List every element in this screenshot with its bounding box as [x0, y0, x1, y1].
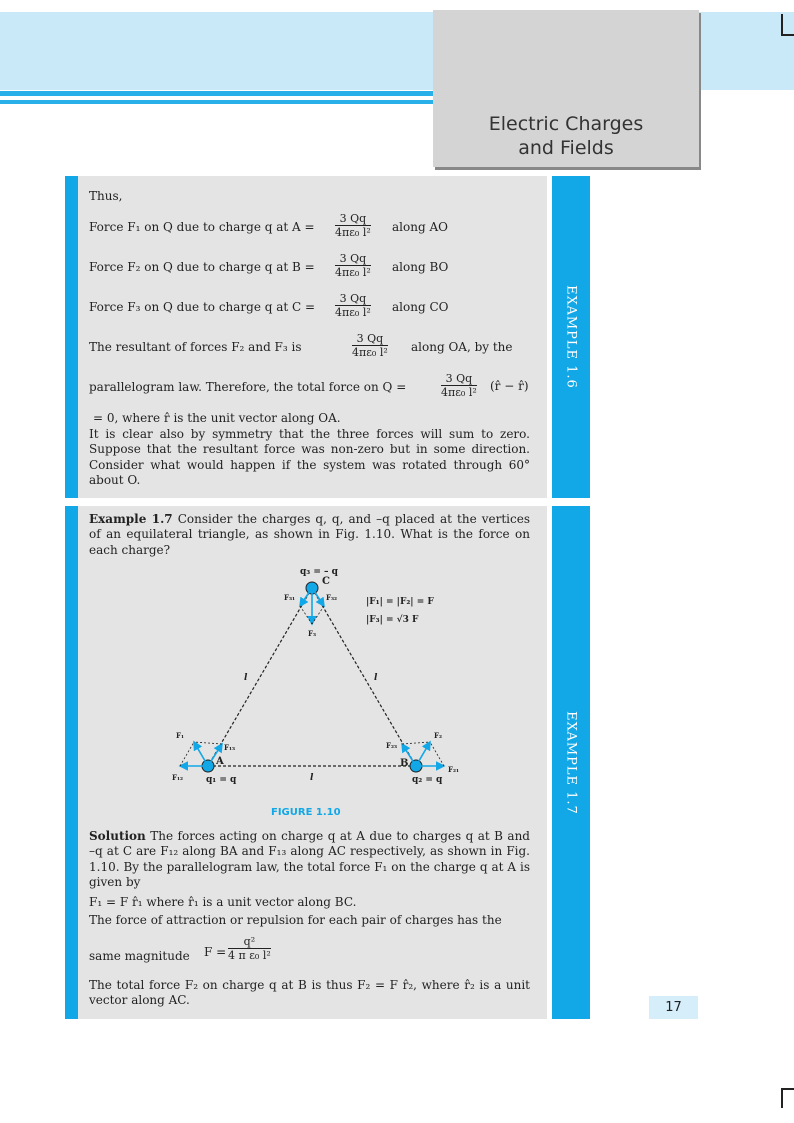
f32-label: F₃₂ — [326, 593, 338, 602]
arrow-f1 — [194, 742, 208, 766]
example-side-label: EXAMPLE 1.6 — [563, 285, 579, 389]
chapter-title-line1: Electric Charges — [488, 113, 644, 135]
along-bo-text: along BO — [392, 260, 449, 274]
zero-line-text: = 0, where r̂ is the unit vector along OA. — [93, 411, 341, 425]
q2-label: q₂ = q — [412, 775, 443, 785]
arrow-f31 — [300, 588, 312, 606]
page-number: 17 — [649, 996, 698, 1019]
force3-text: Force F₃ on Q due to charge q at C = — [89, 300, 316, 314]
fraction-denominator: 4 π ε₀ l² — [228, 949, 271, 962]
rhat-expression: (r̂ − r̂) — [490, 379, 529, 393]
fraction-numerator: q² — [228, 935, 271, 949]
fraction-denominator: 4πε₀ l² — [441, 386, 477, 399]
fraction-numerator: 3 Qq — [335, 252, 371, 266]
chapter-title — [433, 112, 699, 160]
figure-caption: FIGURE 1.10 — [271, 807, 341, 818]
f13-label: F₁₃ — [224, 743, 236, 752]
along-co-text: along CO — [392, 300, 449, 314]
resultant-fraction — [352, 332, 388, 359]
q3-label: q₃ = – q — [300, 567, 338, 577]
force1-text: Force F₁ on Q due to charge q at A = — [89, 220, 315, 234]
along-ao-text: along AO — [392, 220, 448, 234]
attraction-text: The force of attraction or repulsion for each pair of charges has the — [89, 913, 502, 927]
q1-label: q₁ = q — [206, 775, 237, 785]
solution-title: Solution — [89, 829, 146, 843]
fraction-numerator: 3 Qq — [352, 332, 388, 346]
chapter-title-line2: and Fields — [518, 137, 614, 159]
same-magnitude-text: same magnitude — [89, 949, 190, 963]
resultant-post-text: along OA, by the — [411, 340, 513, 354]
force2-fraction — [335, 252, 371, 279]
solution-text: The forces acting on charge q at A due to charges q at B and –q at C are F₁₂ along BA and F₁₃ along AC respectively, as shown in Fig. 1.10. By the parallelogram law, the total force F₁ on the charge q at A is given by — [89, 829, 530, 890]
f2-label: F₂ — [434, 731, 443, 740]
crop-mark — [781, 14, 783, 36]
example-paragraph — [89, 512, 530, 558]
f3-label: F₃ — [308, 629, 317, 638]
figure-1-10 — [160, 560, 480, 800]
fraction-denominator: 4πε₀ l² — [335, 306, 371, 319]
arrow-f32 — [312, 588, 324, 606]
example-title: Example 1.7 — [89, 512, 173, 526]
force1-fraction — [335, 212, 371, 239]
fraction-numerator: 3 Qq — [441, 372, 477, 386]
f31-label: F₃₁ — [284, 593, 296, 602]
crop-mark — [781, 1088, 794, 1090]
solution-paragraph — [89, 829, 530, 891]
magnitude-fraction — [228, 935, 271, 962]
thus-text: Thus, — [89, 189, 123, 203]
force-equation-1: |F₁| = |F₂| = F — [366, 597, 434, 607]
example-side-tab-1 — [552, 176, 590, 498]
side-length-left: l — [244, 673, 248, 683]
header-stripe — [0, 91, 434, 96]
force3-fraction — [335, 292, 371, 319]
crop-mark — [781, 1090, 783, 1108]
example-side-label: EXAMPLE 1.7 — [563, 710, 579, 815]
fraction-denominator: 4πε₀ l² — [352, 346, 388, 359]
force2-text: Force F₂ on Q due to charge q at B = — [89, 260, 315, 274]
total-f2-text: The total force F₂ on charge q at B is thus F₂ = F r̂₂, where r̂₂ is a unit vector along AC. — [89, 978, 530, 1008]
parallelogram-text: parallelogram law. Therefore, the total force on Q = — [89, 380, 407, 394]
example-text: Consider the charges q, q, and –q placed at the vertices of an equilateral triangle, as shown in Fig. 1.10. What is the force on each charge? — [89, 512, 530, 557]
example-side-tab-2 — [552, 506, 590, 1019]
c-label: C — [322, 576, 330, 587]
f21-label: F₂₁ — [448, 765, 460, 774]
f12-label: F₁₂ — [172, 773, 184, 782]
crop-mark — [781, 34, 794, 36]
header-stripe — [0, 100, 434, 104]
b-label: B — [400, 758, 409, 769]
fraction-denominator: 4πε₀ l² — [335, 266, 371, 279]
resultant-text: The resultant of forces F₂ and F₃ is — [89, 340, 302, 354]
triangle-side-ac — [208, 588, 312, 766]
f23-label: F₂₃ — [386, 741, 398, 750]
arrow-f2 — [416, 742, 430, 766]
fraction-numerator: 3 Qq — [335, 212, 371, 226]
a-label: A — [216, 756, 224, 767]
f-equals-text: F = — [204, 945, 227, 959]
total-force-fraction — [441, 372, 477, 399]
force-equation-2: |F₃| = √3 F — [366, 615, 419, 625]
symmetry-paragraph: It is clear also by symmetry that the three forces will sum to zero. Suppose that the resultant force was non-zero but in some direction. Consider what would happen if the system was rotated through 60° about O. — [89, 427, 530, 488]
side-length-bottom: l — [310, 773, 314, 783]
f1-unit-vector-text: F₁ = F r̂₁ where r̂₁ is a unit vector along BC. — [89, 895, 357, 909]
side-length-right: l — [374, 673, 378, 683]
f1-label: F₁ — [176, 731, 185, 740]
fraction-denominator: 4πε₀ l² — [335, 226, 371, 239]
fraction-numerator: 3 Qq — [335, 292, 371, 306]
